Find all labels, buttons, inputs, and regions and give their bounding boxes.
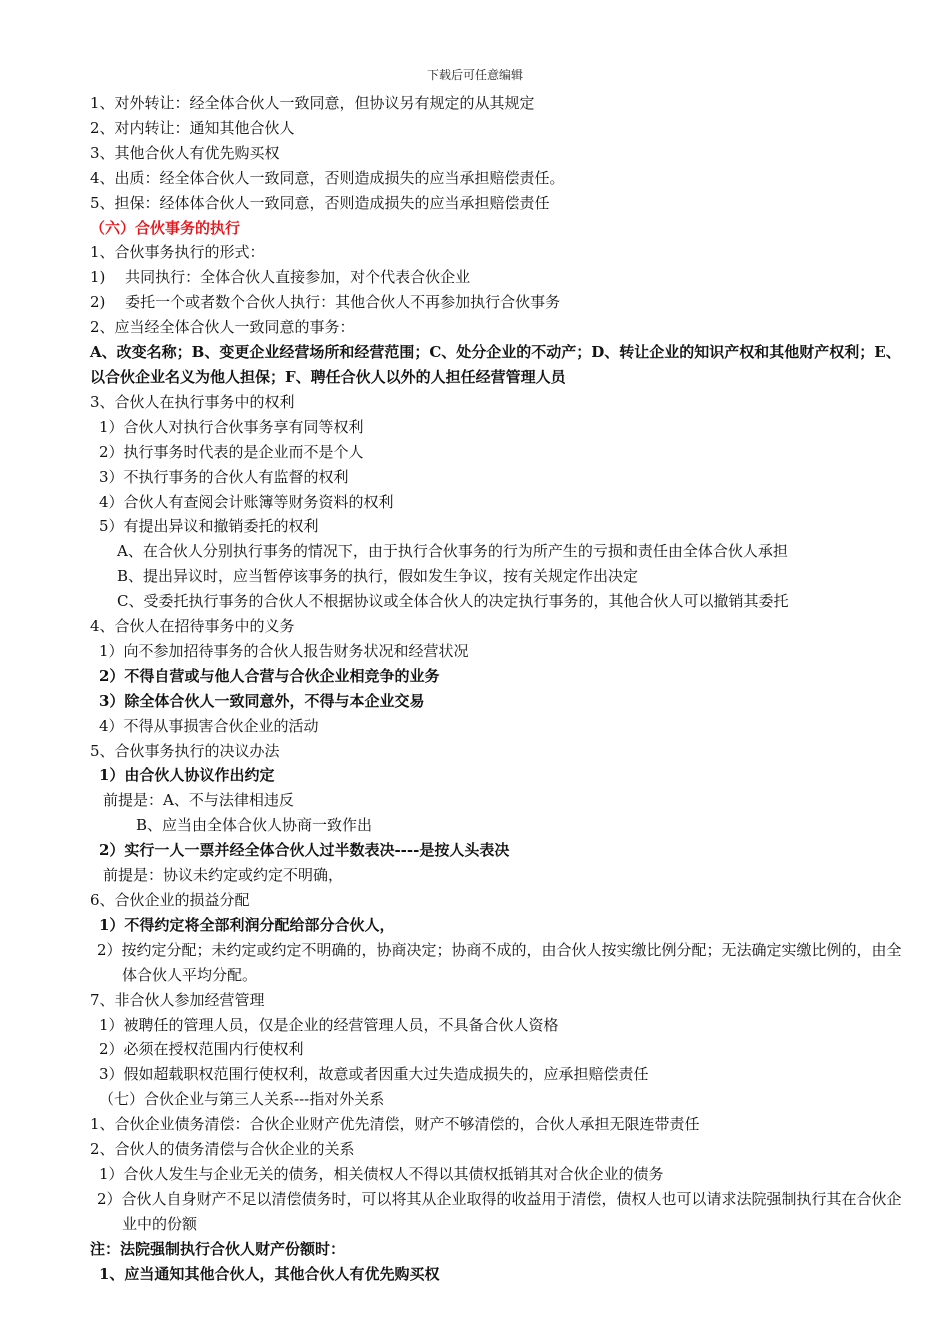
text-line: 1) 共同执行：全体合伙人直接参加，对个代表合伙企业	[90, 268, 471, 287]
text-line: 前提是：A、不与法律相违反	[103, 791, 294, 810]
text-line: 1）合伙人发生与企业无关的债务，相关债权人不得以其债权抵销其对合伙企业的债务	[99, 1164, 664, 1183]
bold-line: 3）除全体合伙人一致同意外，不得与本企业交易	[99, 691, 425, 710]
text-line: 1、合伙企业债务清偿：合伙企业财产优先清偿，财产不够清偿的，合伙人承担无限连带责任	[90, 1115, 700, 1134]
hanging-paragraph: 2）按约定分配；未约定或约定不明确的，协商决定；协商不成的，由合伙人按实缴比例分配；无法确定实缴比例的，由全体合伙人平均分配。	[97, 940, 902, 984]
text-line: 2、对内转让：通知其他合伙人	[90, 118, 295, 137]
hanging-paragraph: 2）合伙人自身财产不足以清偿债务时，可以将其从企业取得的收益用于清偿，债权人也可以请求法院强制执行其在合伙企业中的份额	[97, 1189, 902, 1233]
text-line: 5、担保：经体体合伙人一致同意，否则造成损失的应当承担赔偿责任	[90, 193, 550, 212]
text-line: 1、合伙事务执行的形式：	[90, 243, 265, 262]
text-line: 4）不得从事损害合伙企业的活动	[99, 716, 319, 735]
text-line: 1、对外转让：经全体合伙人一致同意，但协议另有规定的从其规定	[90, 94, 535, 112]
section-heading: （六）合伙事务的执行	[90, 218, 241, 237]
text-line: 4、出质：经全体合伙人一致同意，否则造成损失的应当承担赔偿责任。	[90, 168, 565, 187]
text-line: 1）合伙人对执行合伙事务享有同等权利	[99, 417, 364, 436]
text-line: 4、合伙人在招待事务中的义务	[90, 617, 295, 636]
text-line: 3、合伙人在执行事务中的权利	[90, 392, 295, 411]
text-line: 2) 委托一个或者数个合伙人执行：其他合伙人不再参加执行合伙事务	[90, 293, 561, 312]
text-line: 3）不执行事务的合伙人有监督的权利	[99, 467, 349, 486]
bold-paragraph: A、改变名称；B、变更企业经营场所和经营范围；C、处分企业的不动产；D、转让企业的知识产权和其他财产权利；E、以合伙企业名义为他人担保；F、聘任合伙人以外的人担任经营管理人员	[90, 343, 901, 386]
text-line: 7、非合伙人参加经营管理	[90, 990, 265, 1009]
text-line: 5）有提出异议和撤销委托的权利	[99, 517, 319, 536]
text-line: 2）必须在授权范围内行使权利	[99, 1040, 304, 1059]
text-line: 1）向不参加招待事务的合伙人报告财务状况和经营状况	[99, 641, 469, 660]
text-line: 4）合伙人有查阅会计账簿等财务资料的权利	[99, 492, 394, 511]
bold-line: 1）不得约定将全部利润分配给部分合伙人，	[99, 915, 395, 934]
bold-line: 2）不得自营或与他人合营与合伙企业相竞争的业务	[99, 666, 440, 685]
text-line: B、应当由全体合伙人协商一致作出	[136, 816, 373, 835]
text-line: 2）执行事务时代表的是企业而不是个人	[99, 442, 364, 461]
text-line: A、在合伙人分别执行事务的情况下，由于执行合伙事务的行为所产生的亏损和责任由全体合伙人承担	[117, 542, 788, 561]
text-line: B、提出异议时，应当暂停该事务的执行，假如发生争议，按有关规定作出决定	[117, 567, 639, 586]
section-heading: （七）合伙企业与第三人关系---指对外关系	[99, 1090, 385, 1109]
document-body	[90, 91, 912, 1287]
note-heading: 注：法院强制执行合伙人财产份额时：	[90, 1239, 346, 1258]
text-line: 2、合伙人的债务清偿与合伙企业的关系	[90, 1140, 355, 1159]
text-line: 3）假如超载职权范围行使权利，故意或者因重大过失造成损失的，应承担赔偿责任	[99, 1065, 649, 1084]
bold-line: 1）由合伙人协议作出约定	[99, 766, 275, 785]
bold-line: 1、应当通知其他合伙人，其他合伙人有优先购买权	[99, 1264, 440, 1283]
text-line: 前提是：协议未约定或约定不明确，	[103, 866, 344, 885]
text-line: 3、其他合伙人有优先购买权	[90, 143, 280, 162]
text-line: 5、合伙事务执行的决议办法	[90, 741, 280, 760]
text-line: 6、合伙企业的损益分配	[90, 891, 250, 909]
page-header: 下载后可任意编辑	[426, 68, 523, 82]
bold-line: 2）实行一人一票并经全体合伙人过半数表决----是按人头表决	[99, 841, 510, 860]
text-line: C、受委托执行事务的合伙人不根据协议或全体合伙人的决定执行事务的，其他合伙人可以撤销其委托	[117, 592, 789, 611]
text-line: 2、应当经全体合伙人一致同意的事务：	[90, 318, 355, 337]
text-line: 1）被聘任的管理人员，仅是企业的经营管理人员，不具备合伙人资格	[99, 1015, 559, 1034]
